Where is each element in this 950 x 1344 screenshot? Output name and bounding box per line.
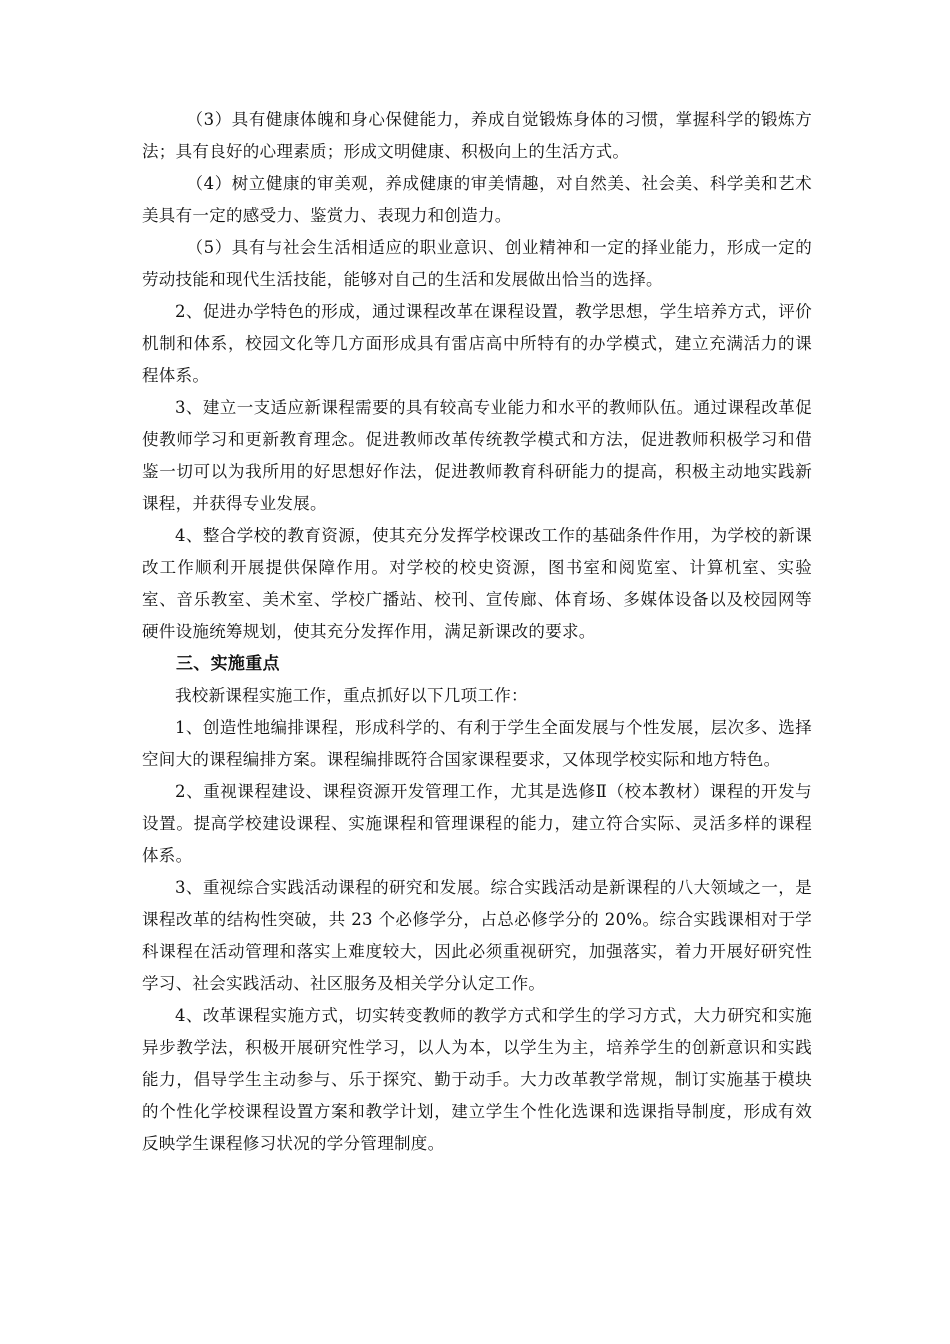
paragraph-focus-4: 4、改革课程实施方式，切实转变教师的教学方式和学生的学习方式，大力研究和实施异步教学法，积极开展研究性学习，以人为本，以学生为主，培养学生的创新意识和实践能力，倡导学生主动参与、乐于探究、勤于动手。大力改革教学常规，制订实施基于模块的个性化学校课程设置方案和教学计划，建立学生个性化选课和选课指导制度，形成有效反映学生课程修习状况的学分管理制度。 [142,1006,812,1153]
paragraph-focus-1: 1、创造性地编排课程，形成科学的、有利于学生全面发展与个性发展，层次多、选择空间大的课程编排方案。课程编排既符合国家课程要求，又体现学校实际和地方特色。 [142,718,812,769]
paragraph-goal-4: （4）树立健康的审美观，养成健康的审美情趣，对自然美、社会美、科学美和艺术美具有一定的感受力、鉴赏力、表现力和创造力。 [142,174,812,225]
paragraph-item-2: 2、促进办学特色的形成，通过课程改革在课程设置，教学思想，学生培养方式，评价机制和体系，校园文化等几方面形成具有雷店高中所特有的办学模式，建立充满活力的课程体系。 [142,302,812,385]
paragraph-goal-5: （5）具有与社会生活相适应的职业意识、创业精神和一定的择业能力，形成一定的劳动技能和现代生活技能，能够对自己的生活和发展做出恰当的选择。 [142,238,812,289]
paragraph-item-4: 4、整合学校的教育资源，使其充分发挥学校课改工作的基础条件作用，为学校的新课改工作顺利开展提供保障作用。对学校的校史资源，图书室和阅览室、计算机室、实验室、音乐教室、美术室、学校广播站、校刊、宣传廊、体育场、多媒体设备以及校园网等硬件设施统筹规划，使其充分发挥作用，满足新课改的要求。 [142,526,812,641]
paragraph-intro: 我校新课程实施工作，重点抓好以下几项工作： [175,686,528,705]
paragraph-focus-2: 2、重视课程建设、课程资源开发管理工作，尤其是选修Ⅱ（校本教材）课程的开发与设置。提高学校建设课程、实施课程和管理课程的能力，建立符合实际、灵活多样的课程体系。 [142,782,812,865]
paragraph-goal-3: （3）具有健康体魄和身心保健能力，养成自觉锻炼身体的习惯，掌握科学的锻炼方法；具有良好的心理素质；形成文明健康、积极向上的生活方式。 [142,110,812,161]
paragraph-focus-3: 3、重视综合实践活动课程的研究和发展。综合实践活动是新课程的八大领域之一，是课程改革的结构性突破，共 23 个必修学分，占总必修学分的 20%。综合实践课相对于学科课程在活动管理和落实上难度较大，因此必须重视研究，加强落实，着力开展好研究性学习、社会实践活动、社区服务及相关学分认定工作。 [142,878,812,993]
paragraph-item-3: 3、建立一支适应新课程需要的具有较高专业能力和水平的教师队伍。通过课程改革促使教师学习和更新教育理念。促进教师改革传统教学模式和方法，促进教师积极学习和借鉴一切可以为我所用的好思想好作法，促进教师教育科研能力的提高，积极主动地实践新课程，并获得专业发展。 [142,398,812,513]
section-heading: 三、实施重点 [176,654,280,674]
document-page [142,104,812,1160]
